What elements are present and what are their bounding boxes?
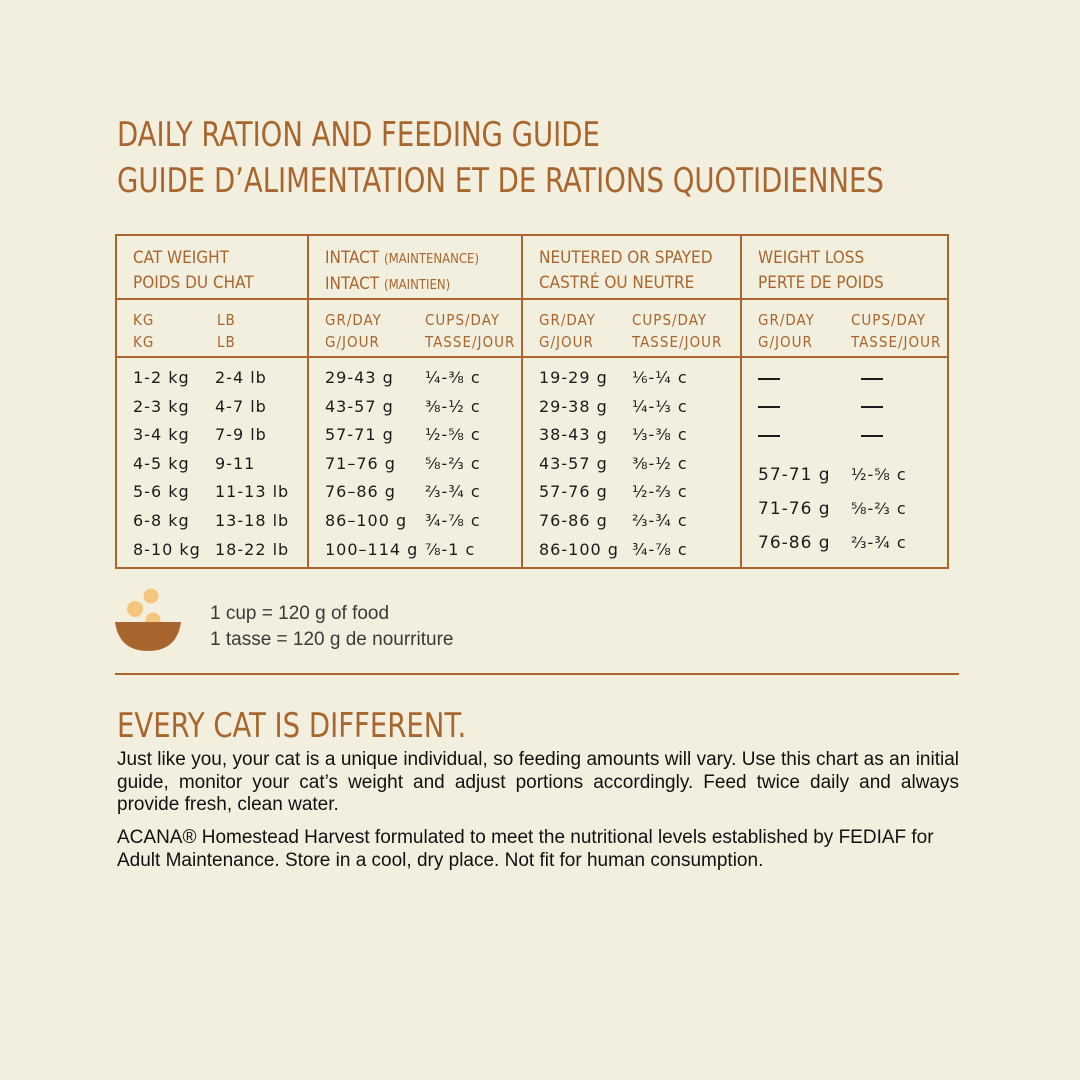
table-row [325,478,521,507]
weight-lb: 9-11 [215,453,256,473]
table-row [539,507,740,536]
table-row [758,458,947,492]
weight-kg: 8-10 kg [133,539,201,559]
neutered-cups: ⅙-¼ c [632,368,688,387]
section-paragraph: Just like you, your cat is a unique individual, so feeding amounts will vary. Use this chart as an initial guide, monitor your cat’s weight and adjust portions accordingly. Feed twice daily and always provide fresh, clean water. [117,749,959,815]
table-row [325,393,521,422]
table-row [539,536,740,565]
weight-kg: 4-5 kg [133,453,190,473]
table-row [539,421,740,450]
header-weight-loss: WEIGHT LOSS PERTE DE POIDS [741,235,948,299]
neutered-grams: 19-29 g [539,368,608,387]
intact-cups: ⅜-½ c [425,396,481,416]
weight-loss-column [741,357,948,568]
feeding-table [115,234,949,569]
table-row [133,393,307,422]
table-row [325,421,521,450]
weight-kg: 3-4 kg [133,425,190,445]
weight-loss-grams: 71-76 g [758,498,831,519]
weight-lb: 4-7 lb [215,396,267,416]
units-weight: KG KG LB LB [116,299,308,357]
table-row [325,536,521,565]
intact-grams: 43-57 g [325,396,394,416]
neutered-cups: ¾-⅞ c [632,539,688,559]
table-row [325,364,521,393]
not-applicable-dash [758,406,780,408]
neutered-cups: ⅜-½ c [632,453,688,473]
not-applicable-dash [758,435,780,437]
intact-column [308,357,522,568]
table-row [758,421,947,450]
neutered-column [522,357,741,568]
units-neutered: GR/DAY G/JOUR CUPS/DAY TASSE/JOUR [522,299,741,357]
weight-kg: 1-2 kg [133,368,190,387]
table-row [539,364,740,393]
not-applicable-dash [861,435,883,437]
weight-kg: 2-3 kg [133,396,190,416]
not-applicable-dash [861,378,883,380]
intact-grams: 71–76 g [325,453,396,473]
cup-conversion-note: 1 cup = 120 g of food 1 tasse = 120 g de nourriture [210,603,454,650]
table-row [539,393,740,422]
intact-cups: ⅝-⅔ c [425,453,481,473]
weight-lb: 2-4 lb [215,368,267,387]
intact-grams: 57-71 g [325,425,394,445]
table-row [758,393,947,422]
weight-loss-grams: 76-86 g [758,532,831,553]
table-row [539,450,740,479]
intact-cups: ¾-⅞ c [425,510,481,530]
weight-loss-cups: ⅝-⅔ c [851,498,907,518]
neutered-grams: 38-43 g [539,425,608,445]
title-english: DAILY RATION AND FEEDING GUIDE [117,115,600,155]
neutered-grams: 43-57 g [539,453,608,473]
weight-loss-grams: 57-71 g [758,464,831,485]
title-french: GUIDE D’ALIMENTATION ET DE RATIONS QUOTIDIENNES [117,161,884,201]
page-title [117,112,884,204]
intact-grams: 86–100 g [325,510,408,530]
table-row [133,507,307,536]
neutered-grams: 76-86 g [539,510,608,530]
intact-grams: 100–114 g [325,539,419,559]
table-row [133,364,307,393]
neutered-cups: ¼-⅓ c [632,396,688,416]
weight-lb: 18-22 lb [215,539,290,559]
weight-lb: 11-13 lb [215,482,290,502]
neutered-cups: ½-⅔ c [632,482,688,502]
header-intact: INTACT (MAINTENANCE) INTACT (MAINTIEN) [308,235,522,299]
neutered-grams: 29-38 g [539,396,608,416]
weight-loss-cups: ⅔-¾ c [851,532,907,552]
product-note: ACANA® Homestead Harvest formulated to meet the nutritional levels established by FEDIAF for Adult Maintenance. Store in a cool, dry place. Not fit for human consumption. [117,827,934,871]
table-row [325,450,521,479]
header-neutered: NEUTERED OR SPAYED CASTRÉ OU NEUTRE [522,235,741,299]
table-row [539,478,740,507]
intact-cups: ⅞-1 c [425,539,476,559]
intact-grams: 76–86 g [325,482,396,502]
neutered-cups: ⅓-⅜ c [632,425,688,445]
not-applicable-dash [861,406,883,408]
weight-loss-cups: ½-⅝ c [851,464,907,484]
intact-grams: 29-43 g [325,368,394,387]
weight-kg: 6-8 kg [133,510,190,530]
table-row [133,536,307,565]
weight-kg: 5-6 kg [133,482,190,502]
section-heading: EVERY CAT IS DIFFERENT. [117,706,467,746]
neutered-grams: 57-76 g [539,482,608,502]
intact-cups: ⅔-¾ c [425,482,481,502]
neutered-grams: 86-100 g [539,539,619,559]
weight-lb: 7-9 lb [215,425,267,445]
units-intact: GR/DAY G/JOUR CUPS/DAY TASSE/JOUR [308,299,522,357]
header-cat-weight: CAT WEIGHT POIDS DU CHAT [116,235,308,299]
table-row [133,478,307,507]
units-weight-loss: GR/DAY G/JOUR CUPS/DAY TASSE/JOUR [741,299,948,357]
intact-cups: ½-⅝ c [425,425,481,445]
table-row [758,492,947,526]
table-row [133,421,307,450]
not-applicable-dash [758,378,780,380]
weight-lb: 13-18 lb [215,510,290,530]
table-row [325,507,521,536]
neutered-cups: ⅔-¾ c [632,510,688,530]
divider [115,673,959,675]
table-row [758,526,947,560]
intact-cups: ¼-⅜ c [425,368,481,387]
weight-column [116,357,308,568]
food-bowl-icon [113,585,183,655]
table-row [133,450,307,479]
table-row [758,364,947,393]
